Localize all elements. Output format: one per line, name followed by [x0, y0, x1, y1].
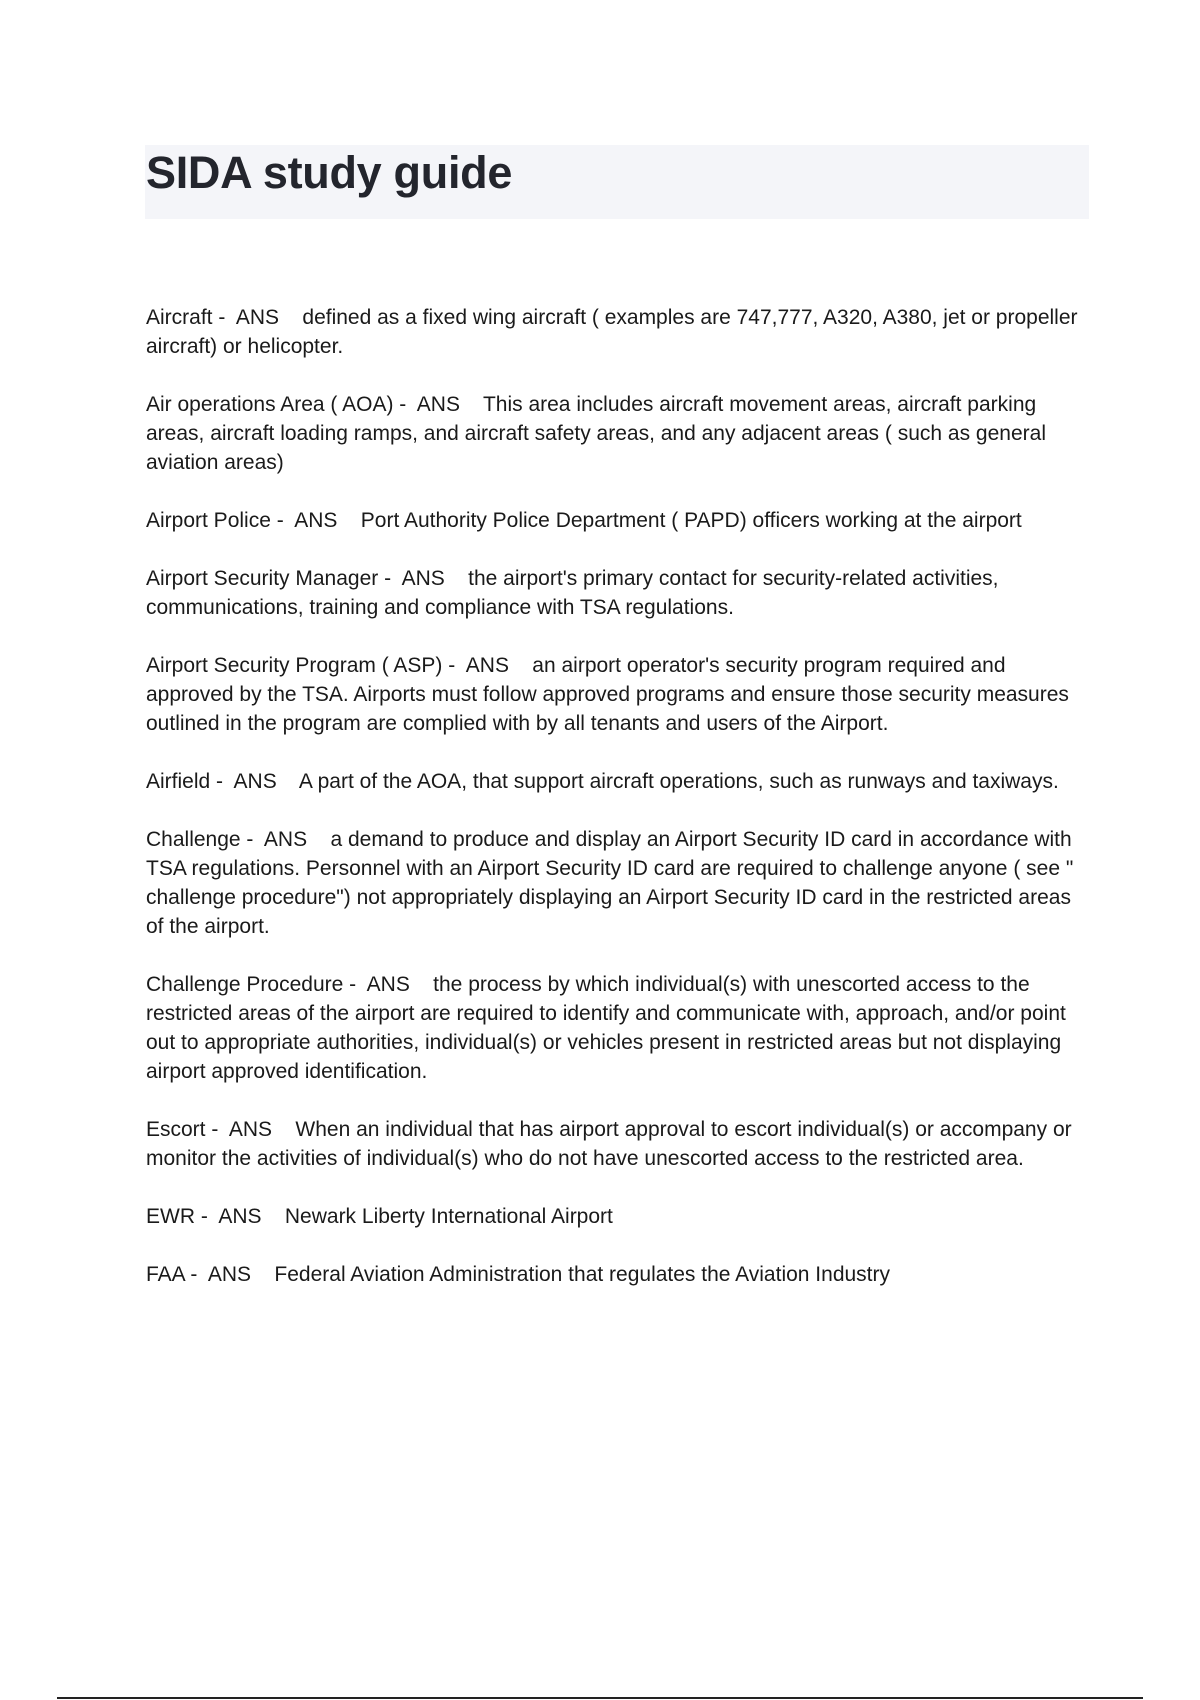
- footer-divider: [57, 1697, 1143, 1699]
- glossary-entry: [146, 825, 1091, 941]
- answer-marker: ANS: [235, 306, 280, 329]
- glossary-entry: [146, 767, 1091, 796]
- entry-definition: Newark Liberty International Airport: [284, 1205, 613, 1228]
- entry-definition: This area includes aircraft movement areas, aircraft parking areas, aircraft loading ramps, and aircraft safety areas, and any adjacent areas ( such as general aviation areas): [146, 393, 1046, 474]
- entry-separator: -: [240, 828, 264, 851]
- entry-definition: the process by which individual(s) with unescorted access to the restricted areas of the airport are required to identify and communicate with, approach, and/or point out to appropriate authorities, individual(s) or vehicles present in restricted areas but not displaying airport approved identification.: [146, 973, 1066, 1083]
- entry-term: EWR: [146, 1205, 195, 1228]
- glossary-entry: [146, 970, 1091, 1086]
- answer-marker: ANS: [366, 973, 410, 996]
- entry-definition: Port Authority Police Department ( PAPD) officers working at the airport: [360, 509, 1022, 532]
- glossary-entry: [146, 1115, 1091, 1173]
- answer-marker: ANS: [233, 770, 277, 793]
- answer-marker: ANS: [416, 393, 460, 416]
- glossary-entry: [146, 390, 1091, 477]
- answer-marker: ANS: [218, 1205, 262, 1228]
- glossary-entry: [146, 564, 1091, 622]
- entry-term: Challenge Procedure: [146, 973, 344, 996]
- entry-term: Aircraft: [146, 306, 213, 329]
- entry-definition: A part of the AOA, that support aircraft operations, such as runways and taxiways.: [298, 770, 1059, 793]
- entry-definition: When an individual that has airport approval to escort individual(s) or accompany or monitor the activities of individual(s) who do not have unescorted access to the restricted area.: [146, 1118, 1072, 1170]
- entry-separator: -: [378, 567, 402, 590]
- entry-term: Airfield: [146, 770, 211, 793]
- glossary-entry: [146, 1202, 1091, 1231]
- entry-separator: -: [184, 1263, 208, 1286]
- entry-separator: -: [210, 770, 234, 793]
- answer-marker: ANS: [401, 567, 445, 590]
- entry-separator: -: [442, 654, 466, 677]
- glossary-entry: [146, 506, 1091, 535]
- entry-separator: -: [195, 1205, 219, 1228]
- answer-marker: ANS: [228, 1118, 273, 1141]
- entry-term: Airport Security Manager: [146, 567, 379, 590]
- entry-separator: -: [270, 509, 295, 532]
- entry-definition: defined as a fixed wing aircraft ( examples are 747,777, A320, A380, jet or propeller aircraft) or helicopter.: [146, 306, 1078, 358]
- entry-separator: -: [212, 306, 236, 329]
- answer-marker: ANS: [465, 654, 509, 677]
- entry-definition: the airport's primary contact for security-related activities, communications, training and compliance with TSA regulations.: [146, 567, 999, 619]
- entry-term: Airport Police: [146, 509, 271, 532]
- glossary-list: [146, 303, 1091, 1318]
- answer-marker: ANS: [207, 1263, 252, 1286]
- entry-separator: -: [205, 1118, 229, 1141]
- entry-definition: a demand to produce and display an Airport Security ID card in accordance with TSA regulations. Personnel with an Airport Security ID card are required to challenge anyone ( see " challenge procedure") not appropriately displaying an Airport Security ID card in the restricted areas of the airport.: [146, 828, 1074, 938]
- answer-marker: ANS: [263, 828, 308, 851]
- entry-definition: Federal Aviation Administration that regulates the Aviation Industry: [274, 1263, 890, 1286]
- entry-term: Challenge: [146, 828, 241, 851]
- entry-definition: an airport operator's security program required and approved by the TSA. Airports must follow approved programs and ensure those security measures outlined in the program are complied with by all tenants and users of the Airport.: [146, 654, 1069, 735]
- entry-term: Escort: [146, 1118, 206, 1141]
- answer-marker: ANS: [294, 509, 338, 532]
- entry-term: FAA: [146, 1263, 185, 1286]
- entry-separator: -: [343, 973, 367, 996]
- entry-separator: -: [393, 393, 417, 416]
- page-title: SIDA study guide: [146, 147, 513, 198]
- entry-term: Airport Security Program ( ASP): [146, 654, 443, 677]
- glossary-entry: [146, 651, 1091, 738]
- entry-term: Air operations Area ( AOA): [146, 393, 394, 416]
- glossary-entry: [146, 303, 1091, 361]
- glossary-entry: [146, 1260, 1091, 1289]
